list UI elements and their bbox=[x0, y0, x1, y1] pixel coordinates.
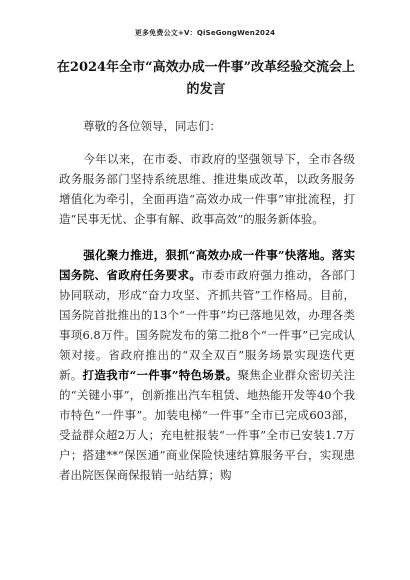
paragraph-2-bold-mid: 打造我市“一件事”特色场景。 bbox=[82, 368, 238, 382]
paragraph-2-bold-lead: 强化聚力推进，狠抓“高效办成一件事”快落地。落实国务院、省政府任务要求。 bbox=[59, 248, 355, 282]
paragraph-1 bbox=[59, 149, 355, 229]
paragraph-2 bbox=[59, 245, 355, 485]
paragraph-2-text-b: 聚焦企业群众密切关注的“关键小事”，创新推出汽车租赁、地热能开发等40个我市特色“一件事”。加装电梯“一件事”全市已完成603部，受益群众超2万人；充电桩报装“一件事”全市已安装1.7万户；搭建**“保医通”商业保险快速结算服务平台，实现患者出院医保商保报销一站结算；购 bbox=[59, 368, 356, 482]
greeting: 尊敬的各位领导，同志们： bbox=[83, 119, 221, 133]
header-note: 更多免费公文+V：QiSeGongWen2024 bbox=[134, 29, 276, 37]
paragraph-1-text: 今年以来，在市委、市政府的坚强领导下，全市各级政务服务部门坚持系统思维、推进集成改革，以政务服务增值化为牵引，全面再造“高效办成一件事”审批流程，打造“民事无忧、企事有解、政事高效”的服务新体验。 bbox=[59, 152, 355, 226]
paragraph-2-text-a: 市委市政府强力推动，各部门协同联动，形成“奋力攻坚、齐抓共管”工作格局。目前，国务院首批推出的13个“一件事”均已落地见效，办理各类事项6.8万件。国务院发布的第二批8个“一件事”已完成认领对接。省政府推出的“双全双百”服务场景实现迭代更新。 bbox=[59, 268, 355, 382]
document-title: 在2024年全市“高效办成一件事”改革经验交流会上的发言 bbox=[56, 60, 356, 97]
